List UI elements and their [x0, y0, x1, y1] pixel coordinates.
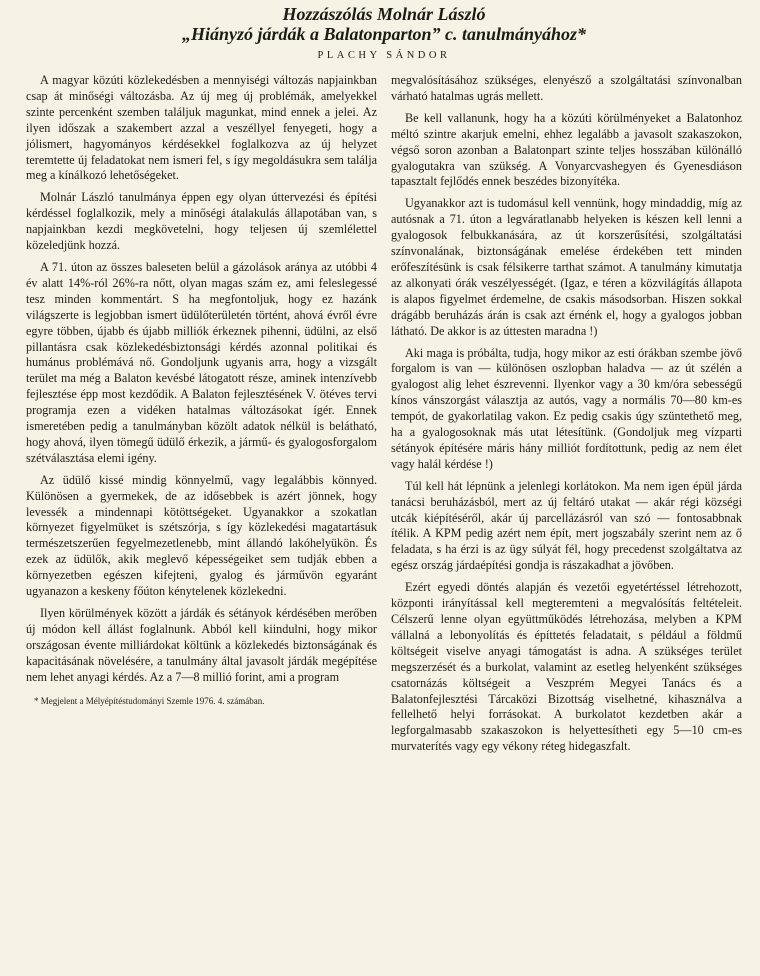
paragraph: A magyar közúti közlekedésben a mennyiségi változás napjainkban csap át minőségi változásba. Az új meg új problémák, amelyekkel szinte percenként szemben találjuk magunkat, mind ennek a jelei. Az ilyen időszak a szakembert azzal a veszéllyel fenyegeti, hogy a jólismert, hagyományos kérdésekkel foglalkozva az új helyzet teremtette új feladatokat nem ismeri fel, s így megoldásukra sem találja meg a kínálkozó lehetőségeket. — [26, 73, 377, 183]
paragraph: A 71. úton az összes baleseten belül a gázolások aránya az utóbbi 4 év alatt 14%-ról 26%-ra nőtt, olyan magas szám ez, ami feleslegessé tesz minden kommentárt. S ha megfontoljuk, hogy ez hazánk világszerte is legjobban ismert üdülőterületén történt, ahová évről évre egyre többen, újabb és újabb milliók érkeznek pihenni, üdülni, az első pillantásra csak közlekedésbiztonsági kérdés azonnal politikai és humánus problémává nő. Gondoljunk ugyanis arra, hogy a vizsgált terület ma még a Balaton kevésbé látogatott része, aminek intenzívebb fejlesztése épp most kezdődik. A Balaton fejlesztésének V. ötéves tervi programja ezen a vidéken hatalmas változásokat ígér. Ennek ismeretében pedig a tanulmányban közölt adatok nélkül is belátható, hogy ahová, ilyen tömegű üdülő érkezik, a jármű- és gyalogosforgalom szétválasztása elemi igény. — [26, 259, 377, 465]
paragraph: Ugyanakkor azt is tudomásul kell vennünk, hogy mindaddig, míg az autósnak a 71. úton a legváratlanabb helyeken is készen kell lenni a gyalogosok felbukkanására, az út korszerűsítési, szolgáltatási színvonalának, biztonságának emelése érdekében tett minden erőfeszítésünk is csak félsikerre tarthat számot. A tanulmány kimutatja az alkonyati órák veszélyességét. (Igaz, e téren a közvilágítás állapota is alapos figyelmet érdemelne, de csakis másodsorban. Hiszen sokkal drágább beruházás árán is csak azt érnénk el, hogy a gyalogos jobban látható. De akkor is az úttesten maradna !) — [391, 196, 742, 338]
paragraph: Molnár László tanulmánya éppen egy olyan úttervezési és építési kérdéssel foglalkozik, mely a minőségi átalakulás állapotában van, s napjainkban kezdi megkövetelni, hogy teljesen új szemlélettel közeledjünk hozzá. — [26, 190, 377, 253]
footnote: * Megjelent a Mélyépítéstudományi Szemle 1976. 4. számában. — [34, 695, 265, 706]
author-name: PLACHY SÁNDOR — [317, 50, 451, 61]
paragraph: Az üdülő kissé mindig könnyelmű, vagy legalábbis könnyed. Különösen a gyermekek, de az idősebbek is azért jönnek, hogy levessék a mindennapi kötöttségeket. Ugyanakkor a szokatlan környezet figyelmüket is szétszórja, s így közlekedési magatartásuk természetszerűen fegyelmezetlenebb, mint állandó lakóhelyükön. És ezek az üdülők, akik meglevő képességeiket sem tudják ebben a környezetben egészen kifejteni, gyalog és járművön egyaránt ugyanazon a keskeny főúton kénytelenek közlekedni. — [26, 472, 377, 599]
paragraph: Ezért egyedi döntés alapján és vezetői egyetértéssel létrehozott, központi irányítással kell megteremteni a megvalósítás feltételeit. Célszerű lenne olyan együttműködés létrehozása, melyben a KPM vállalná a lebonyolítás és építtetés feladatait, s például a földmű költségeit viselve anyagi támogatást is adna. A szükséges terület megszerzését és a burkolat, valamint az esetleg helyenként szükséges csatornázás költségeit a Veszprém Megyei Tanács és a Balatonfejlesztési Tárcaközi Bizottság viselhetné, kihasználva a fellelhető helyi forrásokat. A burkolatot kezdetben akár a legforgalmasabb szakaszokon is helyettesítheti egy 5—10 cm-es murvaterítés vagy egy vékony réteg hidegaszfalt. — [391, 580, 742, 754]
title-line-2: „Hiányzó járdák a Balatonparton” c. tanulmányához* — [181, 24, 587, 44]
paragraph: Be kell vallanunk, hogy ha a közúti körülményeket a Balatonhoz méltó szintre akarjuk emelni, ehhez legalább a javasolt szakaszokon, végső soron azonban a Balatonpart szinte teljes hosszában különálló gyalogutakra van szükség. A Vonyarcvashegyen és Gyenesdiáson tapasztalt fejlődés ennek beszédes bizonyítéka. — [391, 110, 742, 189]
left-column — [26, 73, 377, 755]
right-column — [391, 73, 742, 755]
article-title — [26, 4, 742, 44]
paragraph: Aki maga is próbálta, tudja, hogy mikor az esti órákban szembe jövő forgalom is van — különösen oszlopban haladva — az út szélén a gyalogost alig lehet észrevenni. Ilyenkor vagy a 30 km/óra sebességű kínos vánszorgást választja az autós, vagy a normális 70—80 km-es tempót, de gyakorlatilag vakon. Ez pedig csakis úgy szüntethető meg, ha a gyalogosoknak más utat létesítünk. (Gondoljuk meg vízparti sétányok építésére máris hány milliót fordítottunk, pedig az nem élet vagy halál kérdése !) — [391, 345, 742, 471]
article-body — [26, 73, 742, 755]
paragraph: Túl kell hát lépnünk a jelenlegi korlátokon. Ma nem igen épül járda tanácsi beruházásból, mert az új feltáró utakat — akár régi községi utcák kiépítéséről, akár új parcellázásról van szó — fontosabbnak ítélik. A KPM pedig azért nem épít, mert jogszabály szerint nem az ő feladata, s ha érzi is az ügy súlyát fél, hogy precedenst szolgáltatva az egész ország járdaépítési gondja is rászakadhat a jövőben. — [391, 478, 742, 573]
title-line-1: Hozzászólás Molnár László — [282, 4, 486, 24]
paragraph: Ilyen körülmények között a járdák és sétányok kérdésében merőben új módon kell állást foglalnunk. Abból kell kiindulni, hogy mikor országosan évente milliárdokat költünk a közlekedés biztonságának és kapacitásának növelésére, a tanulmány által javasolt járdák megépítése nem lehet anyagi kérdés. Az a 7—8 millió forint, ami a program — [26, 606, 377, 684]
paragraph: megvalósításához szükséges, elenyésző a szolgáltatási színvonalban várható hatalmas ugrás mellett. — [391, 73, 742, 103]
